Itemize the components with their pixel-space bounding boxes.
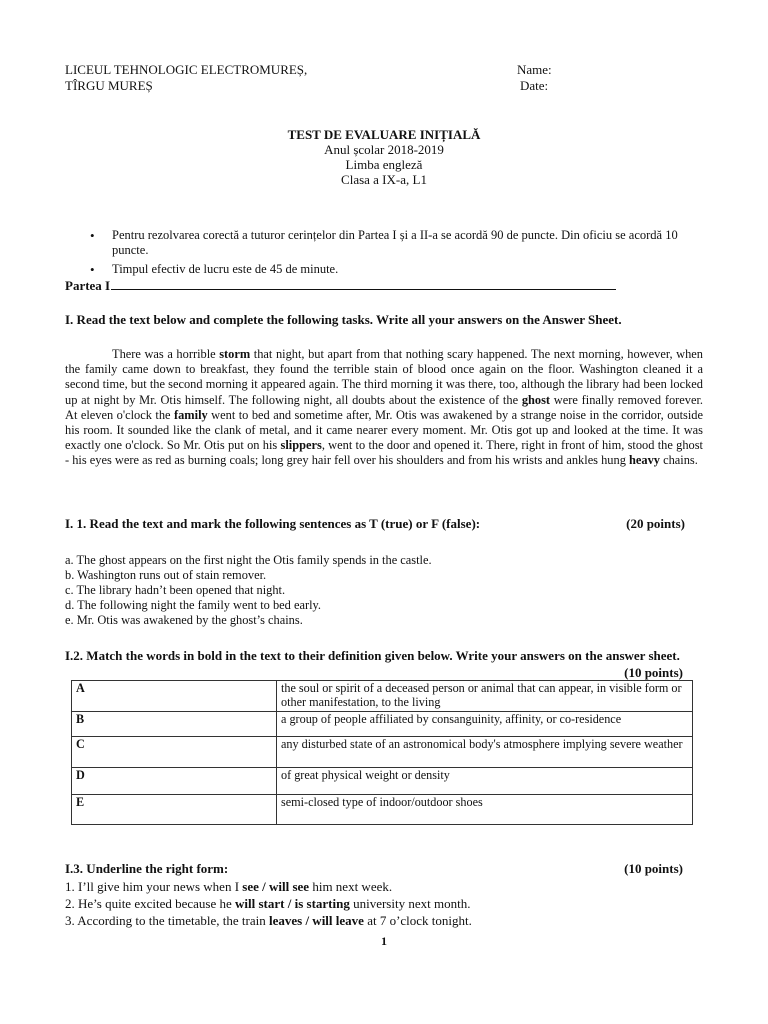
tf-item: a. The ghost appears on the first night the Otis family spends in the castle. <box>65 553 432 567</box>
text-run: university next month. <box>349 896 471 911</box>
underline-item <box>65 912 472 929</box>
text-run: 3. According to the timetable, the train <box>65 913 269 928</box>
school-header <box>65 62 307 94</box>
student-fields <box>517 62 552 94</box>
exercise-1-2-points: (10 points) <box>624 665 683 680</box>
row-definition: the soul or spirit of a deceased person or animal that can appear, in visible form or other manifestation, to the living <box>277 681 693 712</box>
exercise-1-1-points: (20 points) <box>626 516 685 531</box>
test-title: TEST DE EVALUARE INIȚIALĂ <box>287 127 481 142</box>
text-run: were finally removed forever. At eleven o'clock the <box>65 392 703 422</box>
bold-word: storm <box>219 347 251 361</box>
text-run: There was a horrible <box>112 347 220 361</box>
tf-item: e. Mr. Otis was awakened by the ghost’s chains. <box>65 613 303 627</box>
section-instruction: I. Read the text below and complete the following tasks. Write all your answers on the Answer Sheet. <box>65 312 622 327</box>
bold-word: leaves / will leave <box>268 913 364 928</box>
bold-word: heavy <box>629 453 660 468</box>
row-key: E <box>72 795 277 825</box>
page-number: 1 <box>381 934 387 948</box>
row-definition: a group of people affiliated by consanguinity, affinity, or co-residence <box>277 712 693 737</box>
row-definition: semi-closed type of indoor/outdoor shoes <box>277 795 693 825</box>
school-name: LICEUL TEHNOLOGIC ELECTROMUREȘ, <box>65 62 308 77</box>
school-year: Anul școlar 2018-2019 <box>324 142 444 157</box>
table-row <box>72 768 693 795</box>
date-label: Date: <box>520 78 549 93</box>
row-key: C <box>72 737 277 768</box>
instruction-item: • Timpul efectiv de lucru este de 45 de minute. <box>90 262 705 277</box>
bold-word: ghost <box>521 392 551 407</box>
row-definition: of great physical weight or density <box>277 768 693 795</box>
text-run: him next week. <box>309 879 393 894</box>
heading-rule <box>111 277 616 290</box>
underline-list <box>65 878 472 929</box>
tf-item: d. The following night the family went to bed early. <box>65 598 322 612</box>
instruction-item: • Pentru rezolvarea corectă a tuturor cerințelor din Partea I și a II-a se acordă 90 de puncte. Din oficiu se acordă 10 puncte. <box>90 228 705 258</box>
row-key: D <box>72 768 277 795</box>
instructions-list <box>90 228 705 281</box>
bold-word: family <box>173 407 208 422</box>
bold-word: see / will see <box>242 879 310 894</box>
underline-item <box>65 895 472 912</box>
part-label: Partea I <box>65 278 111 293</box>
table-row <box>72 795 693 825</box>
bold-word: will start / is starting <box>235 896 350 911</box>
table-row <box>72 737 693 768</box>
bold-word: slippers <box>280 438 322 453</box>
part-heading <box>65 277 616 294</box>
row-definition: any disturbed state of an astronomical body's atmosphere implying severe weather <box>277 737 693 768</box>
row-key: A <box>72 681 277 712</box>
test-title-block <box>0 127 768 187</box>
table-row <box>72 712 693 737</box>
tf-item: b. Washington runs out of stain remover. <box>65 568 267 582</box>
text-run: , went to the door and opened it. There, right in front of him, stood the ghost - his eyes were as red as burning coals; long grey hair fell over his shoulders and from his wrists and ankles hung <box>65 438 703 468</box>
exercise-1-1-label: I. 1. Read the text and mark the following sentences as T (true) or F (false): <box>65 516 481 531</box>
name-label: Name: <box>517 62 552 77</box>
exercise-1-3-heading <box>65 861 685 877</box>
subject: Limba engleză <box>345 157 423 172</box>
exercise-1-3-points: (10 points) <box>624 861 683 876</box>
text-run: 1. I’ll give him your news when I <box>65 879 243 894</box>
tf-item: c. The library hadn’t been opened that night. <box>65 583 286 597</box>
underline-item <box>65 878 472 895</box>
exercise-1-2-label: I.2. Match the words in bold in the text to their definition given below. Write your answers on the answer sheet. <box>65 648 680 663</box>
text-run: went to bed and sometime after, Mr. Otis was awakened by a strange noise in the corridor, outside his room. It sounded like the clank of metal, and it came nearer every moment. Mr. Otis got up and looked at the time. It was exactly one o'clock. So Mr. Otis put on his <box>65 407 703 453</box>
reading-passage <box>65 347 703 469</box>
school-city: TÎRGU MUREȘ <box>65 78 153 93</box>
class-level: Clasa a IX-a, L1 <box>341 172 427 187</box>
table-row <box>72 681 693 712</box>
exercise-1-2-heading <box>65 647 685 680</box>
exercise-1-3-label: I.3. Underline the right form: <box>65 861 229 876</box>
exercise-1-1-heading <box>65 516 705 532</box>
true-false-list <box>65 553 432 628</box>
text-run: at 7 o’clock tonight. <box>363 913 472 928</box>
text-run: 2. He’s quite excited because he <box>65 896 236 911</box>
text-run: that night, but apart from that nothing scary happened. The next morning, however, when the family came down to breakfast, they found the terrible stain of blood once again on the floor. Washington cleaned it a second time, but the second morning it appeared again. The third morning it was there, too, although the library had been locked up at night by Mr. Otis himself. The following night, all doubts about the existence of the <box>65 347 703 407</box>
text-run: chains. <box>659 453 698 468</box>
row-key: B <box>72 712 277 737</box>
matching-table <box>71 680 693 825</box>
